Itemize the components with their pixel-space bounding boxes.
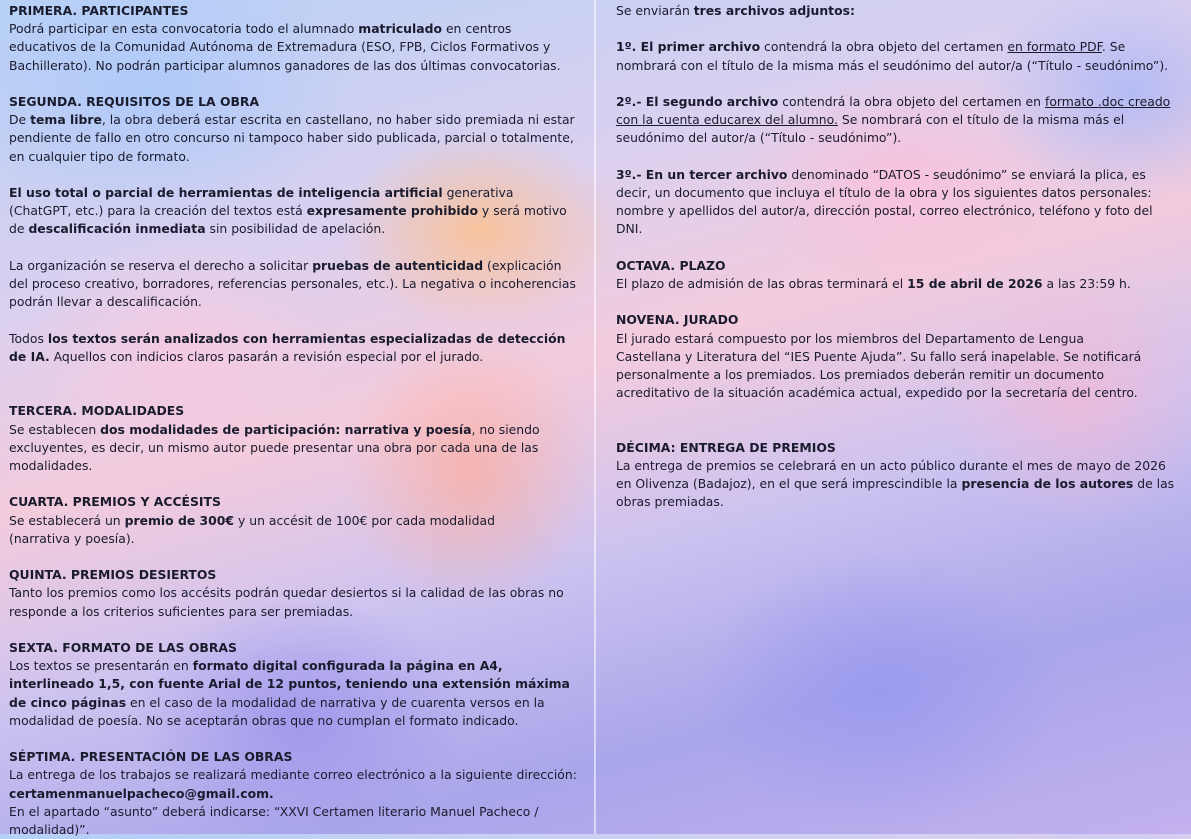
section-body-quinta: Tanto los premios como los accésits podrán quedar desiertos si la calidad de las obras no responde a los criterios suficientes para ser premiadas. bbox=[9, 585, 564, 619]
left-column bbox=[9, 2, 577, 839]
section-title-quinta: QUINTA. PREMIOS DESIERTOS bbox=[9, 567, 217, 583]
attachment-second: 2º.- El segundo archivo contendrá la obra objeto del certamen en formato .doc creado con la cuenta educarex del alumno. Se nombrará con el título de la misma más el seudónimo del autor/a (“Título - seudónimo”). bbox=[616, 93, 1171, 146]
section-title-decima: DÉCIMA: ENTREGA DE PREMIOS bbox=[616, 439, 836, 455]
column-divider bbox=[594, 0, 596, 834]
section-title-cuarta: CUARTA. PREMIOS Y ACCÉSITS bbox=[9, 494, 221, 510]
section-title-segunda: SEGUNDA. REQUISITOS DE LA OBRA bbox=[9, 94, 260, 109]
attachment-third: 3º.- En un tercer archivo denominado “DATOS - seudónimo” se enviará la plica, es decir, un documento que incluya el título de la obra y los siguientes datos personales: nombre y apellidos del autor/a, dirección postal, correo electrónico, teléfono y foto del DNI. bbox=[616, 166, 1153, 237]
section-body-octava: El plazo de admisión de las obras terminará el 15 de abril de 2026 a las 23:59 h. bbox=[616, 275, 1131, 291]
paragraph-ia-detection: Todos los textos serán analizados con herramientas especializadas de detección de IA. Aquellos con indicios claros pasarán a revisión especial por el jurado. bbox=[9, 330, 566, 364]
section-body-septima: La entrega de los trabajos se realizará mediante correo electrónico a la siguiente dirección: certamenmanuelpacheco@gmail.com. En el apartado “asunto” deberá indicarse: “XXVI Certamen literario Manuel Pacheco / modalidad)”. bbox=[9, 767, 577, 837]
contact-email: certamenmanuelpacheco@gmail.com. bbox=[9, 785, 274, 801]
section-title-novena: NOVENA. JURADO bbox=[616, 312, 739, 328]
right-column bbox=[616, 2, 1178, 512]
section-body-tercera: Se establecen dos modalidades de participación: narrativa y poesía, no siendo excluyentes, es decir, un mismo autor puede presentar una obra por cada una de las modalidades. bbox=[9, 421, 540, 473]
section-body-cuarta: Se establecerá un premio de 300€ y un accésit de 100€ por cada modalidad (narrativa y poesía). bbox=[9, 512, 495, 546]
section-body-primera: Podrá participar en esta convocatoria todo el alumnado matriculado en centros educativos de la Comunidad Autónoma de Extremadura (ESO, FPB, Ciclos Formativos y Bachillerato). No podrán participar alumnos ganadores de las dos últimas convocatorias. bbox=[9, 21, 561, 73]
section-body-decima: La entrega de premios se celebrará en un acto público durante el mes de mayo de 2026 en Olivenza (Badajoz), en el que será imprescindible la presencia de los autores de las obras premiadas. bbox=[616, 457, 1175, 510]
section-title-primera: PRIMERA. PARTICIPANTES bbox=[9, 3, 189, 18]
section-title-sexta: SEXTA. FORMATO DE LAS OBRAS bbox=[9, 639, 237, 655]
section-body-sexta: Los textos se presentarán en formato digital configurada la página en A4, interlineado 1,5, con fuente Arial de 12 puntos, teniendo una extensión máxima de cinco páginas en el caso de la modalidad de narrativa y de cuarenta versos en la modalidad de poesía. No se aceptarán obras que no cumplan el formato indicado. bbox=[9, 658, 570, 728]
section-body-segunda: De tema libre, la obra deberá estar escrita en castellano, no haber sido premiada ni estar pendiente de fallo en otro concurso ni tampoco haber sido publicada, parcial o totalmente, en cualquier tipo de formato. bbox=[9, 112, 575, 164]
attachments-intro: Se enviarán tres archivos adjuntos: bbox=[616, 3, 855, 18]
paragraph-authenticity: La organización se reserva el derecho a solicitar pruebas de autenticidad (explicación del proceso creativo, borradores, referencias personales, etc.). La negativa o incoherencias podrán llevar a descalificación. bbox=[9, 257, 576, 310]
section-body-novena: El jurado estará compuesto por los miembros del Departamento de Lengua Castellana y Literatura del “IES Puente Ajuda”. Su fallo será inapelable. Se notificará personalmente a los premiados. Los premiados deberán remitir un documento acreditativo de la situación académica actual, expedido por la secretaría del centro. bbox=[616, 330, 1142, 401]
section-title-octava: OCTAVA. PLAZO bbox=[616, 257, 726, 273]
paragraph-ia-prohibited: El uso total o parcial de herramientas de inteligencia artificial generativa (ChatGPT, etc.) para la creación del textos está expresamente prohibido y será motivo de descalificación inmediata sin posibilidad de apelación. bbox=[9, 185, 567, 237]
section-title-tercera: TERCERA. MODALIDADES bbox=[9, 403, 185, 419]
section-title-septima: SÉPTIMA. PRESENTACIÓN DE LAS OBRAS bbox=[9, 749, 293, 765]
attachment-first: 1º. El primer archivo contendrá la obra objeto del certamen en formato PDF. Se nombrará con el título de la misma más el seudónimo del autor/a (“Título - seudónimo”). bbox=[616, 39, 1169, 73]
